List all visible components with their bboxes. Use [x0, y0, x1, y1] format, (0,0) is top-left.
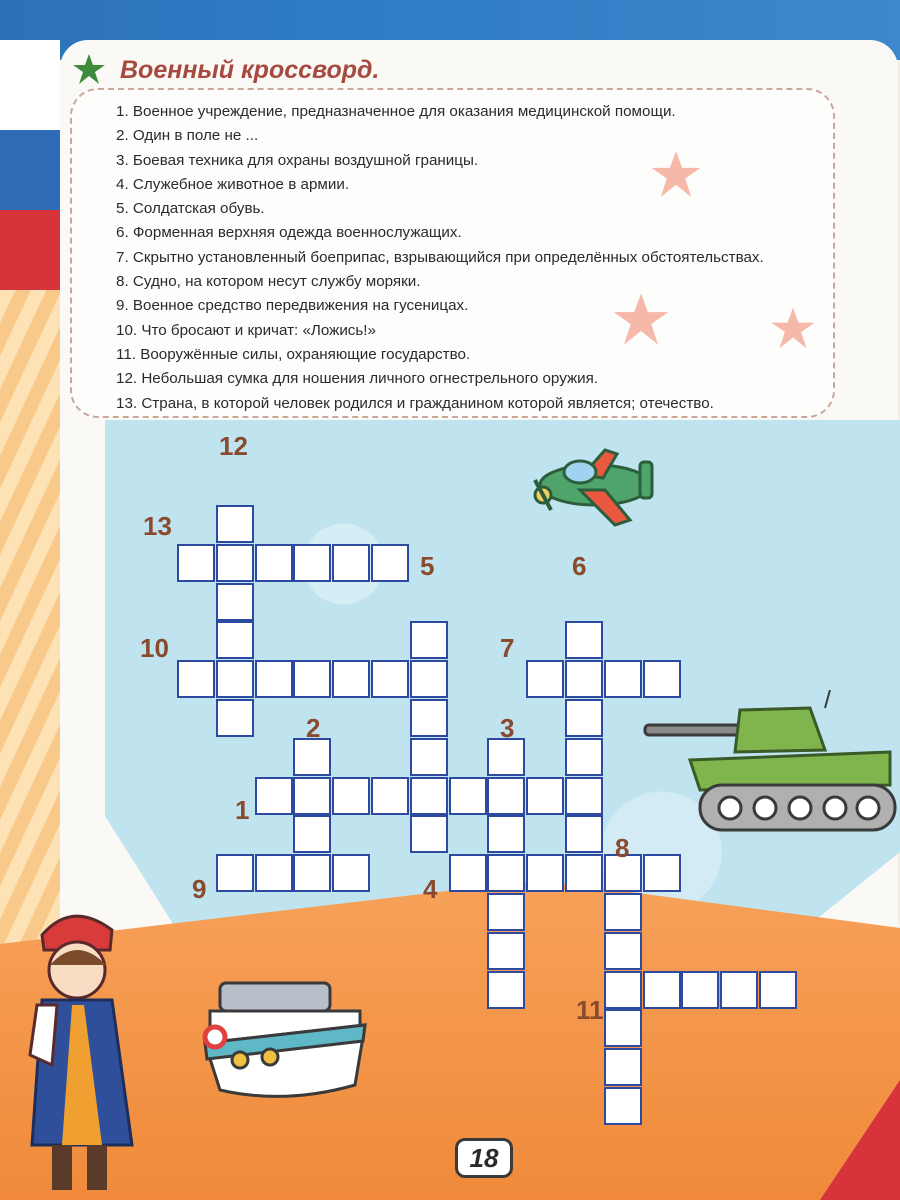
- clue-item: 13. Страна, в которой человек родился и гражданином которой является; отечество.: [116, 394, 714, 412]
- crossword-cell[interactable]: [216, 621, 254, 659]
- clue-number-7: 7: [500, 633, 515, 663]
- crossword-cell[interactable]: [410, 777, 448, 815]
- crossword-cell[interactable]: [216, 583, 254, 621]
- airplane-toy-icon: [525, 440, 665, 535]
- crossword-cell[interactable]: [332, 854, 370, 892]
- crossword-cell[interactable]: [293, 544, 331, 582]
- crossword-cell[interactable]: [487, 854, 525, 892]
- crossword-cell[interactable]: [565, 815, 603, 853]
- crossword-cell[interactable]: [487, 815, 525, 853]
- crossword-cell[interactable]: [410, 738, 448, 776]
- crossword-cell[interactable]: [332, 660, 370, 698]
- crossword-cell[interactable]: [371, 777, 409, 815]
- crossword-cell[interactable]: [293, 854, 331, 892]
- flag-stripe-blue: [0, 130, 60, 210]
- crossword-cell[interactable]: [604, 971, 642, 1009]
- crossword-cell[interactable]: [255, 854, 293, 892]
- crossword-cell[interactable]: [526, 777, 564, 815]
- crossword-cell[interactable]: [565, 738, 603, 776]
- clue-number-4: 4: [423, 874, 438, 904]
- crossword-cell[interactable]: [565, 621, 603, 659]
- crossword-cell[interactable]: [526, 660, 564, 698]
- title-star-icon: [72, 52, 106, 86]
- clue-number-11: 11: [576, 995, 604, 1025]
- clue-item: 12. Небольшая сумка для ношения личного огнестрельного оружия.: [116, 370, 599, 388]
- crossword-cell[interactable]: [216, 699, 254, 737]
- crossword-cell[interactable]: [410, 621, 448, 659]
- ship-toy-icon: [195, 975, 375, 1105]
- crossword-cell[interactable]: [565, 777, 603, 815]
- crossword-cell[interactable]: [371, 544, 409, 582]
- clue-number-9: 9: [192, 874, 207, 904]
- crossword-cell[interactable]: [487, 932, 525, 970]
- crossword-cell[interactable]: [604, 854, 642, 892]
- crossword-cell[interactable]: [293, 815, 331, 853]
- crossword-cell[interactable]: [759, 971, 797, 1009]
- clue-number-12: 12: [219, 431, 248, 461]
- crossword-cell[interactable]: [255, 777, 293, 815]
- clue-number-8: 8: [615, 833, 630, 863]
- clue-number-5: 5: [420, 551, 435, 581]
- crossword-cell[interactable]: [604, 1087, 642, 1125]
- crossword-cell[interactable]: [643, 660, 681, 698]
- crossword-cell[interactable]: [177, 660, 215, 698]
- girl-illustration-icon: [22, 905, 147, 1195]
- crossword-cell[interactable]: [604, 932, 642, 970]
- crossword-cell[interactable]: [371, 660, 409, 698]
- clue-item: 2. Один в поле не ...: [116, 127, 259, 145]
- crossword-cell[interactable]: [487, 893, 525, 931]
- clue-item: 3. Боевая техника для охраны воздушной границы.: [116, 151, 479, 169]
- clue-item: 6. Форменная верхняя одежда военнослужащих.: [116, 224, 462, 242]
- crossword-cell[interactable]: [643, 854, 681, 892]
- crossword-cell[interactable]: [604, 1048, 642, 1086]
- crossword-cell[interactable]: [565, 660, 603, 698]
- crossword-cell[interactable]: [565, 699, 603, 737]
- crossword-cell[interactable]: [293, 738, 331, 776]
- crossword-cell[interactable]: [604, 893, 642, 931]
- crossword-cell[interactable]: [410, 660, 448, 698]
- star-icon: [650, 148, 702, 200]
- clue-number-6: 6: [572, 551, 587, 581]
- crossword-cell[interactable]: [720, 971, 758, 1009]
- flag-stripe-red: [0, 210, 60, 290]
- crossword-cell[interactable]: [604, 1009, 642, 1047]
- crossword-cell[interactable]: [449, 854, 487, 892]
- crossword-cell[interactable]: [681, 971, 719, 1009]
- clue-number-2: 2: [306, 713, 321, 743]
- page-number: 18: [455, 1138, 513, 1178]
- clue-number-13: 13: [143, 511, 172, 541]
- clue-item: 7. Скрытно установленный боеприпас, взрывающийся при определённых обстоятельствах.: [116, 248, 764, 266]
- clue-item: 4. Служебное животное в армии.: [116, 175, 350, 193]
- flag-stripe-white: [0, 40, 60, 130]
- clue-item: 5. Солдатская обувь.: [116, 200, 265, 218]
- crossword-cell[interactable]: [332, 544, 370, 582]
- crossword-cell[interactable]: [332, 777, 370, 815]
- crossword-cell[interactable]: [216, 660, 254, 698]
- crossword-cell[interactable]: [643, 971, 681, 1009]
- star-icon: [770, 305, 816, 351]
- clue-item: 8. Судно, на котором несут службу моряки.: [116, 273, 421, 291]
- clue-item: 9. Военное средство передвижения на гусеницах.: [116, 297, 469, 315]
- crossword-cell[interactable]: [216, 505, 254, 543]
- crossword-cell[interactable]: [410, 699, 448, 737]
- clue-number-1: 1: [235, 795, 250, 825]
- crossword-cell[interactable]: [449, 777, 487, 815]
- crossword-cell[interactable]: [255, 660, 293, 698]
- tank-toy-icon: [640, 690, 900, 835]
- crossword-cell[interactable]: [487, 777, 525, 815]
- crossword-cell[interactable]: [487, 738, 525, 776]
- crossword-cell[interactable]: [487, 971, 525, 1009]
- crossword-cell[interactable]: [293, 660, 331, 698]
- crossword-cell[interactable]: [526, 854, 564, 892]
- clue-list: [116, 100, 851, 416]
- clue-item: 10. Что бросают и кричат: «Ложись!»: [116, 321, 376, 339]
- crossword-cell[interactable]: [255, 544, 293, 582]
- crossword-cell[interactable]: [216, 544, 254, 582]
- clue-item: 1. Военное учреждение, предназначенное для оказания медицинской помощи.: [116, 103, 676, 120]
- page-title: Военный кроссворд.: [120, 56, 380, 84]
- clue-number-10: 10: [140, 633, 169, 663]
- crossword-cell[interactable]: [604, 660, 642, 698]
- clue-number-3: 3: [500, 713, 515, 743]
- crossword-cell[interactable]: [177, 544, 215, 582]
- crossword-cell[interactable]: [216, 854, 254, 892]
- crossword-cell[interactable]: [410, 815, 448, 853]
- star-icon: [612, 290, 670, 348]
- clue-item: 11. Вооружённые силы, охраняющие государство.: [116, 345, 471, 363]
- crossword-cell[interactable]: [293, 777, 331, 815]
- crossword-cell[interactable]: [565, 854, 603, 892]
